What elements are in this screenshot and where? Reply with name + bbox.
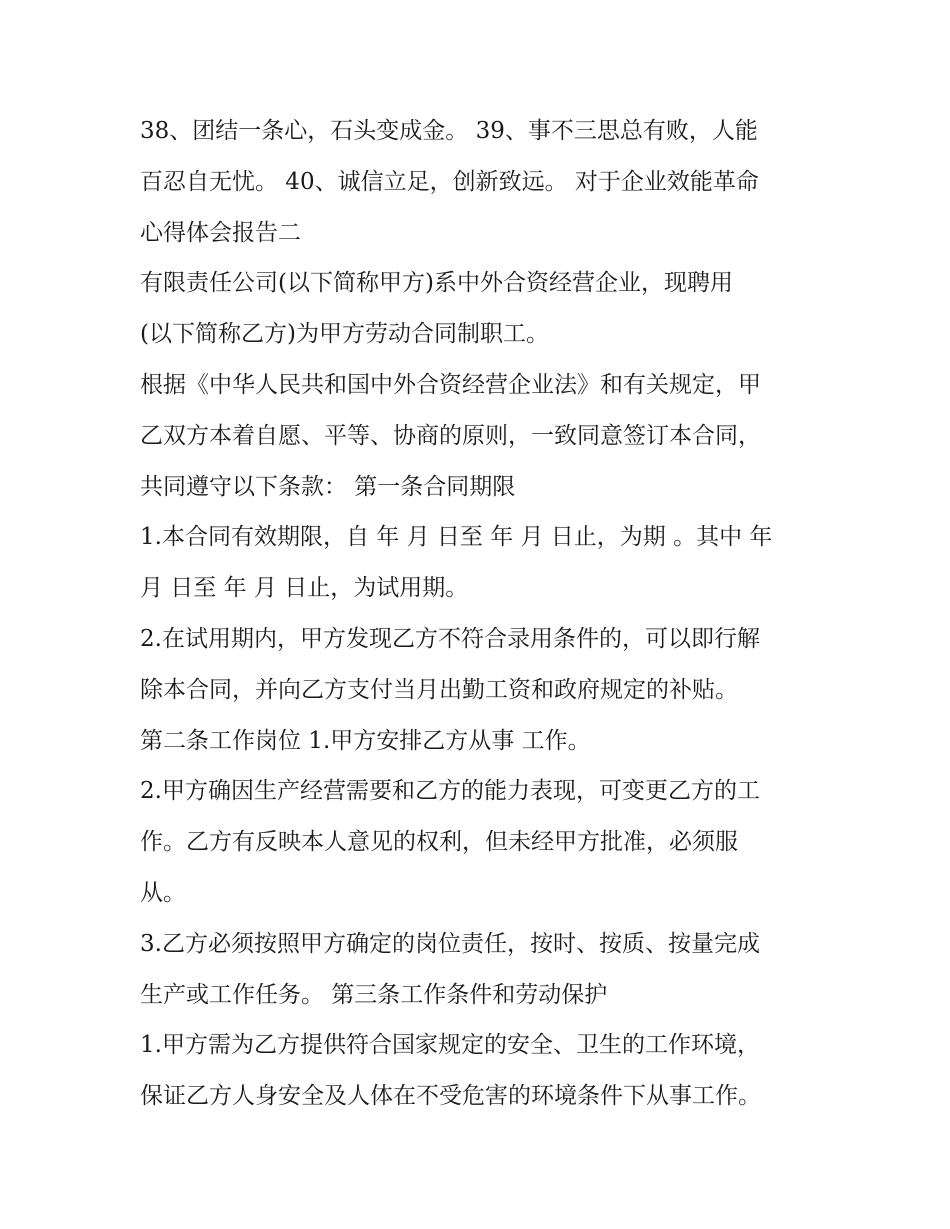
text-line: 3.乙方必须按照甲方确定的岗位责任，按时、按质、按量完成 [140, 930, 760, 957]
text-line: 2.在试用期内，甲方发现乙方不符合录用条件的，可以即行解 [140, 625, 760, 652]
text-line: 月 日至 年 月 日止，为试用期。 [140, 575, 469, 602]
text-line: 百忍自无忧。 40、诚信立足，创新致远。 对于企业效能革命 [140, 168, 759, 195]
text-line: 1.本合同有效期限，自 年 月 日至 年 月 日止，为期 。其中 年 [140, 524, 773, 551]
text-line: 根据《中华人民共和国中外合资经营企业法》和有关规定，甲 [140, 371, 761, 398]
text-line: 心得体会报告二 [140, 219, 301, 246]
text-line: 1.甲方需为乙方提供符合国家规定的安全、卫生的工作环境， [140, 1032, 760, 1059]
text-line: (以下简称乙方)为甲方劳动合同制职工。 [140, 321, 549, 348]
text-line: 除本合同，并向乙方支付当月出勤工资和政府规定的补贴。 [140, 676, 738, 703]
text-line: 保证乙方人身安全及人体在不受危害的环境条件下从事工作。 [140, 1083, 761, 1110]
text-line: 38、团结一条心，石头变成金。 39、事不三思总有败，人能 [140, 118, 758, 144]
text-line: 2.甲方确因生产经营需要和乙方的能力表现，可变更乙方的工 [140, 778, 760, 805]
text-line: 共同遵守以下条款： 第一条合同期限 [140, 473, 516, 500]
text-line: 作。乙方有反映本人意见的权利，但未经甲方批准，必须服 [140, 829, 738, 856]
text-line: 生产或工作任务。 第三条工作条件和劳动保护 [140, 981, 608, 1008]
text-line: 第二条工作岗位 1.甲方安排乙方从事 工作。 [140, 727, 591, 754]
document-body [140, 106, 820, 1122]
text-line: 从。 [140, 879, 186, 906]
text-line: 有限责任公司(以下简称甲方)系中外合资经营企业，现聘用 [140, 270, 733, 297]
text-line: 乙双方本着自愿、平等、协商的原则，一致同意签订本合同， [140, 422, 761, 449]
